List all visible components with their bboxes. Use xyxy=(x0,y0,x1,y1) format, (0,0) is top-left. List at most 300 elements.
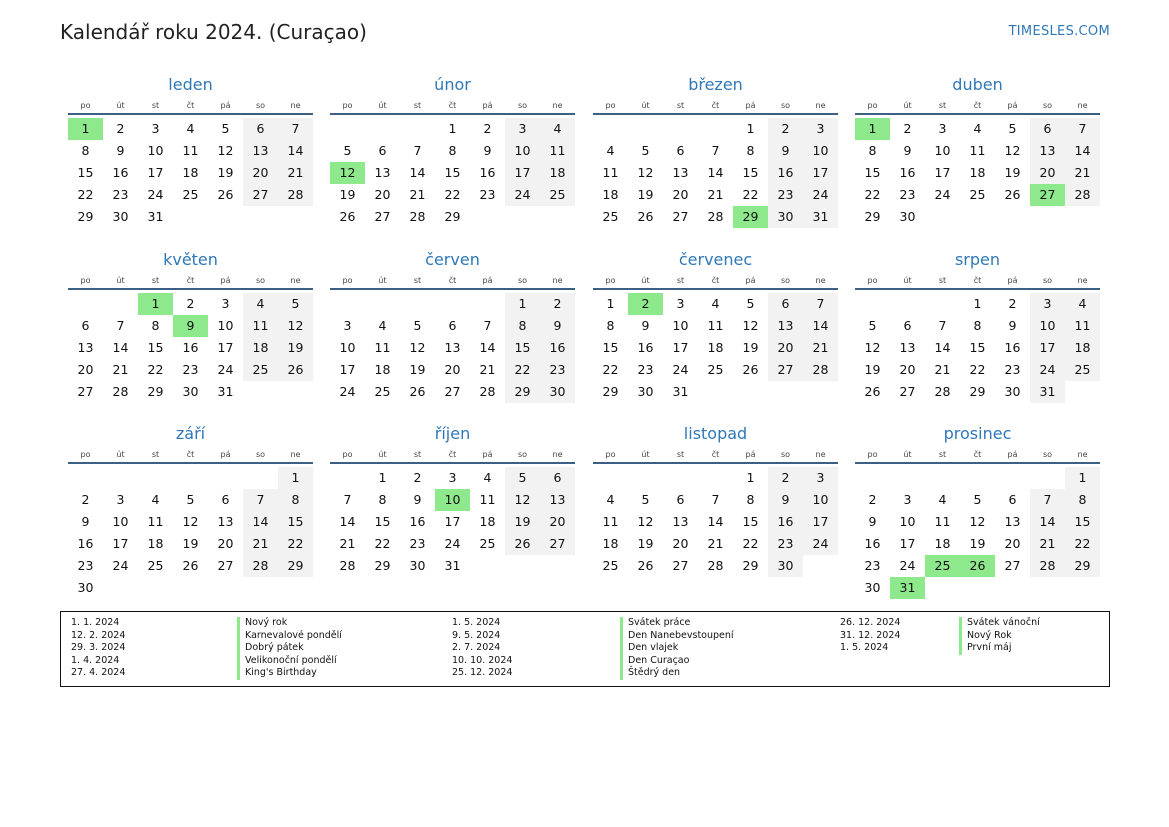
day-cell: 10 xyxy=(339,340,356,355)
day-cell: 24 xyxy=(112,558,129,573)
day-cell: 23 xyxy=(768,184,803,206)
day-cell: 6 xyxy=(768,293,803,315)
day-cell: 4 xyxy=(378,318,387,333)
day-cell: 16 xyxy=(409,514,426,529)
day-cell: 17 xyxy=(672,340,689,355)
day-cell: 14 xyxy=(803,315,838,337)
day-cell: 14 xyxy=(707,514,724,529)
day-cell: 7 xyxy=(343,492,352,507)
day-cell: 19 xyxy=(742,340,759,355)
weekday-header: so xyxy=(517,101,528,110)
legend-holiday-name: Svátek vánoční xyxy=(959,617,1040,630)
day-cell: 30 xyxy=(77,580,94,595)
month-name: květen xyxy=(163,250,218,269)
day-cell: 29 xyxy=(864,209,881,224)
day-cell: 12 xyxy=(182,514,199,529)
weekday-header: so xyxy=(780,101,791,110)
day-cell: 10 xyxy=(672,318,689,333)
day-cell: 17 xyxy=(217,340,234,355)
holiday-day-cell: 27 xyxy=(1030,184,1065,206)
day-cell: 26 xyxy=(637,209,654,224)
day-cell: 2 xyxy=(186,296,195,311)
day-cell: 29 xyxy=(1065,555,1100,577)
day-cell: 29 xyxy=(147,384,164,399)
day-cell: 29 xyxy=(602,384,619,399)
legend-date: 1. 4. 2024 xyxy=(71,654,120,666)
legend-dates-col-1 xyxy=(71,617,125,680)
day-cell: 10 xyxy=(934,143,951,158)
weekday-header: pá xyxy=(220,450,231,459)
weekday-header: po xyxy=(80,450,91,459)
holiday-day-cell: 9 xyxy=(173,315,208,337)
month-5 xyxy=(68,250,313,420)
day-cell: 22 xyxy=(278,533,313,555)
weekday-header: čt xyxy=(711,276,720,285)
day-cell: 23 xyxy=(899,187,916,202)
legend-holiday-name: První máj xyxy=(959,642,1040,655)
site-link[interactable]: TIMESLES.COM xyxy=(1008,24,1110,39)
month-name: červen xyxy=(425,250,480,269)
day-cell: 8 xyxy=(746,143,755,158)
weekday-header: út xyxy=(378,101,387,110)
day-cell: 14 xyxy=(339,514,356,529)
day-cell: 30 xyxy=(409,558,426,573)
day-cell: 24 xyxy=(803,533,838,555)
day-cell: 3 xyxy=(221,296,230,311)
day-cell: 12 xyxy=(409,340,426,355)
day-cell: 18 xyxy=(602,187,619,202)
legend-date: 26. 12. 2024 xyxy=(840,617,901,628)
day-cell: 22 xyxy=(147,362,164,377)
day-cell: 28 xyxy=(409,209,426,224)
day-cell: 21 xyxy=(1065,162,1100,184)
day-cell: 16 xyxy=(182,340,199,355)
holiday-day-cell: 26 xyxy=(960,555,995,577)
weekday-header: ne xyxy=(815,101,826,110)
day-cell: 19 xyxy=(409,362,426,377)
day-cell: 20 xyxy=(374,187,391,202)
holiday-day-cell: 2 xyxy=(628,293,663,315)
day-cell: 8 xyxy=(868,143,877,158)
weekday-header: ne xyxy=(552,450,563,459)
day-cell: 19 xyxy=(182,536,199,551)
day-cell: 12 xyxy=(505,489,540,511)
weekday-header: út xyxy=(903,450,912,459)
day-cell: 8 xyxy=(378,492,387,507)
day-cell: 30 xyxy=(182,384,199,399)
day-cell: 23 xyxy=(112,187,129,202)
day-cell: 4 xyxy=(151,492,160,507)
day-cell: 29 xyxy=(374,558,391,573)
legend-holiday-name: Nový rok xyxy=(237,617,342,630)
legend-holiday-name: King's Birthday xyxy=(237,667,342,680)
day-cell: 9 xyxy=(1008,318,1017,333)
day-cell: 13 xyxy=(672,165,689,180)
day-cell: 4 xyxy=(243,293,278,315)
weekday-header: čt xyxy=(448,450,457,459)
day-cell: 4 xyxy=(606,492,615,507)
day-cell: 15 xyxy=(1065,511,1100,533)
day-cell: 16 xyxy=(899,165,916,180)
day-cell: 20 xyxy=(1030,162,1065,184)
day-cell: 22 xyxy=(444,187,461,202)
weekday-header: st xyxy=(676,101,685,110)
day-cell: 30 xyxy=(637,384,654,399)
weekday-header: čt xyxy=(973,101,982,110)
day-cell: 5 xyxy=(221,121,230,136)
month-name: duben xyxy=(952,75,1003,94)
day-cell: 11 xyxy=(243,315,278,337)
weekday-header: čt xyxy=(186,101,195,110)
day-cell: 1 xyxy=(973,296,982,311)
weekday-header: po xyxy=(80,276,91,285)
weekday-header: so xyxy=(780,450,791,459)
day-cell: 13 xyxy=(444,340,461,355)
day-cell: 21 xyxy=(803,337,838,359)
weekday-header: po xyxy=(342,276,353,285)
day-cell: 9 xyxy=(641,318,650,333)
weekday-header: čt xyxy=(186,276,195,285)
legend-dates-col-3 xyxy=(840,617,900,655)
day-cell: 9 xyxy=(903,143,912,158)
holiday-day-cell: 25 xyxy=(925,555,960,577)
day-cell: 12 xyxy=(864,340,881,355)
day-cell: 9 xyxy=(483,143,492,158)
day-cell: 7 xyxy=(278,118,313,140)
day-cell: 4 xyxy=(483,470,492,485)
day-cell: 17 xyxy=(1030,337,1065,359)
weekday-header: so xyxy=(780,276,791,285)
day-cell: 15 xyxy=(374,514,391,529)
day-cell: 2 xyxy=(483,121,492,136)
day-cell: 12 xyxy=(1004,143,1021,158)
day-cell: 26 xyxy=(409,384,426,399)
day-cell: 4 xyxy=(938,492,947,507)
day-cell: 20 xyxy=(1004,536,1021,551)
day-cell: 27 xyxy=(672,558,689,573)
legend-names-col-2 xyxy=(620,617,734,680)
day-cell: 19 xyxy=(339,187,356,202)
day-cell: 11 xyxy=(707,318,724,333)
weekday-header: st xyxy=(676,450,685,459)
day-cell: 8 xyxy=(1065,489,1100,511)
weekday-header: pá xyxy=(220,101,231,110)
day-cell: 18 xyxy=(182,165,199,180)
day-cell: 16 xyxy=(1004,340,1021,355)
month-1 xyxy=(68,75,313,245)
month-name: únor xyxy=(434,75,471,94)
day-cell: 16 xyxy=(637,340,654,355)
day-cell: 5 xyxy=(868,318,877,333)
day-cell: 9 xyxy=(768,489,803,511)
weekday-header: út xyxy=(641,450,650,459)
day-cell: 2 xyxy=(768,118,803,140)
legend-holiday-name: Svátek práce xyxy=(620,617,734,630)
weekday-header: čt xyxy=(448,101,457,110)
legend-holiday-name: Štědrý den xyxy=(620,667,734,680)
day-cell: 28 xyxy=(112,384,129,399)
day-cell: 7 xyxy=(803,293,838,315)
day-cell: 27 xyxy=(1004,558,1021,573)
day-cell: 16 xyxy=(768,162,803,184)
holiday-day-cell: 1 xyxy=(855,118,890,140)
day-cell: 19 xyxy=(637,187,654,202)
day-cell: 31 xyxy=(217,384,234,399)
day-cell: 19 xyxy=(969,536,986,551)
weekday-header: so xyxy=(255,101,266,110)
weekday-header: pá xyxy=(220,276,231,285)
day-cell: 12 xyxy=(969,514,986,529)
day-cell: 15 xyxy=(444,165,461,180)
holiday-day-cell: 1 xyxy=(68,118,103,140)
day-cell: 13 xyxy=(540,489,575,511)
day-cell: 5 xyxy=(1008,121,1017,136)
day-cell: 30 xyxy=(864,580,881,595)
weekday-header: ne xyxy=(290,450,301,459)
day-cell: 25 xyxy=(1065,359,1100,381)
day-cell: 6 xyxy=(221,492,230,507)
day-cell: 14 xyxy=(1065,140,1100,162)
day-cell: 20 xyxy=(444,362,461,377)
day-cell: 1 xyxy=(746,121,755,136)
day-cell: 8 xyxy=(973,318,982,333)
legend-date: 31. 12. 2024 xyxy=(840,629,901,641)
legend-names-col-3 xyxy=(959,617,1040,655)
day-cell: 30 xyxy=(1004,384,1021,399)
day-cell: 13 xyxy=(374,165,391,180)
day-cell: 7 xyxy=(711,492,720,507)
day-cell: 3 xyxy=(938,121,947,136)
day-cell: 23 xyxy=(637,362,654,377)
day-cell: 18 xyxy=(969,165,986,180)
holiday-day-cell: 10 xyxy=(435,489,470,511)
weekday-header: st xyxy=(151,450,160,459)
day-cell: 12 xyxy=(742,318,759,333)
day-cell: 27 xyxy=(243,184,278,206)
day-cell: 17 xyxy=(505,162,540,184)
day-cell: 15 xyxy=(77,165,94,180)
day-cell: 11 xyxy=(1065,315,1100,337)
day-cell: 21 xyxy=(707,536,724,551)
day-cell: 30 xyxy=(768,206,803,228)
day-cell: 12 xyxy=(637,165,654,180)
day-cell: 20 xyxy=(899,362,916,377)
day-cell: 17 xyxy=(803,511,838,533)
weekday-header: ne xyxy=(1077,101,1088,110)
day-cell: 22 xyxy=(77,187,94,202)
header-rule xyxy=(593,113,838,115)
weekday-header: pá xyxy=(745,450,756,459)
header-rule xyxy=(593,462,838,464)
day-cell: 25 xyxy=(479,536,496,551)
legend-holiday-name: Den vlajek xyxy=(620,642,734,655)
month-name: srpen xyxy=(954,250,1001,269)
day-cell: 8 xyxy=(278,489,313,511)
day-cell: 19 xyxy=(1004,165,1021,180)
day-cell: 27 xyxy=(77,384,94,399)
day-cell: 6 xyxy=(448,318,457,333)
day-cell: 3 xyxy=(676,296,685,311)
day-cell: 29 xyxy=(444,209,461,224)
weekday-header: út xyxy=(378,450,387,459)
day-cell: 25 xyxy=(243,359,278,381)
day-cell: 21 xyxy=(243,533,278,555)
day-cell: 7 xyxy=(243,489,278,511)
weekday-header: ne xyxy=(552,276,563,285)
day-cell: 23 xyxy=(864,558,881,573)
weekday-header: pá xyxy=(1007,450,1018,459)
day-cell: 8 xyxy=(448,143,457,158)
day-cell: 13 xyxy=(768,315,803,337)
legend-holiday-name: Karnevalové pondělí xyxy=(237,630,342,643)
day-cell: 8 xyxy=(746,492,755,507)
legend-names-col-1 xyxy=(237,617,342,680)
day-cell: 29 xyxy=(278,555,313,577)
month-12 xyxy=(855,424,1100,594)
day-cell: 5 xyxy=(186,492,195,507)
day-cell: 23 xyxy=(77,558,94,573)
day-cell: 24 xyxy=(505,184,540,206)
day-cell: 17 xyxy=(112,536,129,551)
day-cell: 16 xyxy=(77,536,94,551)
day-cell: 5 xyxy=(343,143,352,158)
day-cell: 17 xyxy=(899,536,916,551)
day-cell: 11 xyxy=(602,514,619,529)
day-cell: 30 xyxy=(540,381,575,403)
day-cell: 1 xyxy=(746,470,755,485)
day-cell: 22 xyxy=(864,187,881,202)
day-cell: 28 xyxy=(707,558,724,573)
day-cell: 27 xyxy=(374,209,391,224)
day-cell: 17 xyxy=(934,165,951,180)
day-cell: 3 xyxy=(803,467,838,489)
weekday-header: út xyxy=(116,450,125,459)
day-cell: 31 xyxy=(444,558,461,573)
day-cell: 2 xyxy=(1008,296,1017,311)
day-cell: 14 xyxy=(707,165,724,180)
day-cell: 22 xyxy=(602,362,619,377)
day-cell: 17 xyxy=(444,514,461,529)
day-cell: 10 xyxy=(803,140,838,162)
day-cell: 23 xyxy=(409,536,426,551)
day-cell: 23 xyxy=(540,359,575,381)
day-cell: 27 xyxy=(899,384,916,399)
day-cell: 25 xyxy=(602,558,619,573)
weekday-header: po xyxy=(80,101,91,110)
weekday-header: út xyxy=(641,101,650,110)
day-cell: 29 xyxy=(505,381,540,403)
day-cell: 13 xyxy=(243,140,278,162)
day-cell: 15 xyxy=(969,340,986,355)
day-cell: 1 xyxy=(606,296,615,311)
day-cell: 28 xyxy=(339,558,356,573)
day-cell: 6 xyxy=(903,318,912,333)
day-cell: 3 xyxy=(1030,293,1065,315)
day-cell: 29 xyxy=(742,558,759,573)
weekday-header: út xyxy=(116,101,125,110)
legend-holiday-name: Velikonoční pondělí xyxy=(237,655,342,668)
day-cell: 10 xyxy=(112,514,129,529)
day-cell: 25 xyxy=(969,187,986,202)
legend-date: 1. 5. 2024 xyxy=(840,642,889,654)
weekday-header: st xyxy=(413,450,422,459)
day-cell: 24 xyxy=(934,187,951,202)
legend-date: 2. 7. 2024 xyxy=(452,642,501,654)
day-cell: 24 xyxy=(672,362,689,377)
day-cell: 6 xyxy=(378,143,387,158)
weekday-header: st xyxy=(676,276,685,285)
day-cell: 6 xyxy=(1008,492,1017,507)
day-cell: 23 xyxy=(768,533,803,555)
weekday-header: čt xyxy=(448,276,457,285)
day-cell: 12 xyxy=(278,315,313,337)
day-cell: 19 xyxy=(217,165,234,180)
day-cell: 5 xyxy=(641,143,650,158)
day-cell: 28 xyxy=(707,209,724,224)
day-cell: 15 xyxy=(602,340,619,355)
day-cell: 24 xyxy=(803,184,838,206)
day-cell: 21 xyxy=(409,187,426,202)
weekday-header: út xyxy=(903,276,912,285)
day-cell: 26 xyxy=(864,384,881,399)
day-cell: 5 xyxy=(413,318,422,333)
day-cell: 19 xyxy=(505,511,540,533)
day-cell: 6 xyxy=(676,143,685,158)
day-cell: 11 xyxy=(934,514,951,529)
day-cell: 18 xyxy=(374,362,391,377)
day-cell: 21 xyxy=(339,536,356,551)
day-cell: 30 xyxy=(899,209,916,224)
day-cell: 4 xyxy=(973,121,982,136)
day-cell: 24 xyxy=(1030,359,1065,381)
day-cell: 20 xyxy=(768,337,803,359)
month-8 xyxy=(855,250,1100,420)
month-9 xyxy=(68,424,313,594)
day-cell: 1 xyxy=(278,467,313,489)
weekday-header: po xyxy=(867,450,878,459)
day-cell: 13 xyxy=(77,340,94,355)
day-cell: 25 xyxy=(602,209,619,224)
day-cell: 5 xyxy=(746,296,755,311)
day-cell: 13 xyxy=(1004,514,1021,529)
month-name: prosinec xyxy=(943,424,1012,443)
day-cell: 7 xyxy=(711,143,720,158)
day-cell: 16 xyxy=(540,337,575,359)
day-cell: 14 xyxy=(278,140,313,162)
day-cell: 17 xyxy=(803,162,838,184)
day-cell: 7 xyxy=(1030,489,1065,511)
day-cell: 9 xyxy=(81,514,90,529)
day-cell: 14 xyxy=(409,165,426,180)
weekday-header: ne xyxy=(552,101,563,110)
weekday-header: po xyxy=(342,101,353,110)
day-cell: 26 xyxy=(1004,187,1021,202)
day-cell: 27 xyxy=(672,209,689,224)
day-cell: 24 xyxy=(444,536,461,551)
day-cell: 16 xyxy=(479,165,496,180)
day-cell: 14 xyxy=(243,511,278,533)
legend-date: 1. 5. 2024 xyxy=(452,617,501,628)
weekday-header: čt xyxy=(973,276,982,285)
day-cell: 2 xyxy=(81,492,90,507)
weekday-header: čt xyxy=(973,450,982,459)
day-cell: 28 xyxy=(243,555,278,577)
day-cell: 10 xyxy=(803,489,838,511)
day-cell: 8 xyxy=(505,315,540,337)
day-cell: 12 xyxy=(637,514,654,529)
day-cell: 22 xyxy=(742,536,759,551)
weekday-header: ne xyxy=(1077,450,1088,459)
